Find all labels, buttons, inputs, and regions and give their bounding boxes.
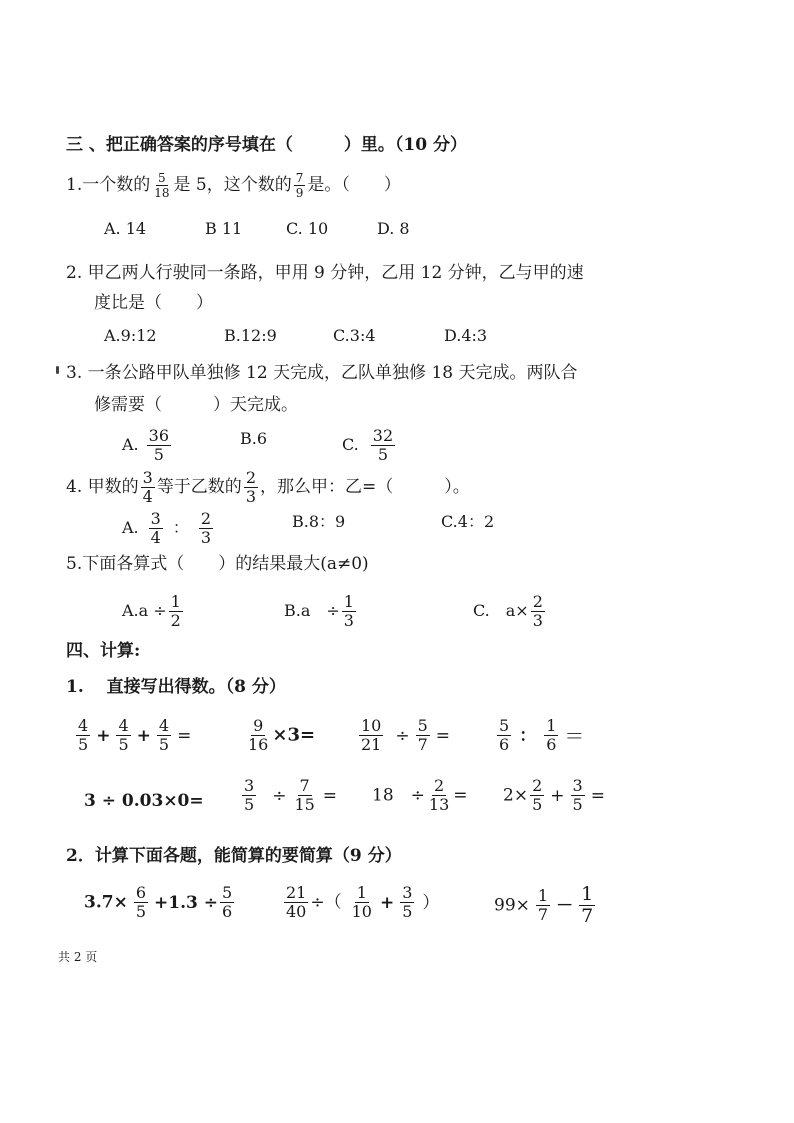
q5-option-a: A.a ÷ $\frac{1}{2}$ <box>122 592 181 630</box>
q3-option-b: B.6 <box>240 429 268 448</box>
fraction: $\frac{6}{5}$ <box>135 883 147 921</box>
fraction: $\frac{3}{5}$ <box>572 776 583 814</box>
fraction: $\frac{1}{7}$ <box>537 886 549 924</box>
q5-option-b: B.a ÷ $\frac{1}{3}$ <box>284 592 354 630</box>
q4-option-a: A. $\frac{3}{4}$ ： $\frac{2}{3}$ <box>122 509 212 547</box>
smudge-mark <box>56 366 59 374</box>
q1-option-c: C. 10 <box>286 219 329 238</box>
q1-option-b: B 11 <box>205 219 243 238</box>
q3-option-c: C. $\frac{32}{5}$ <box>342 426 394 464</box>
fraction: $\frac{1}{3}$ <box>343 592 354 630</box>
fraction: $\frac{2}{3}$ <box>200 509 212 547</box>
q2-option-d: D.4:3 <box>444 326 488 345</box>
q3-line2: 修需要（ ）天完成。 <box>94 395 298 415</box>
page-number: 共 2 页 <box>58 950 98 964</box>
fraction: $\frac{3}{5}$ <box>244 776 255 814</box>
q5-option-c: C. a× $\frac{2}{3}$ <box>473 592 543 630</box>
fraction: $\frac{7}{15}$ <box>294 776 315 814</box>
calc-r2c1: 3 ÷ 0.03×0= <box>84 791 204 811</box>
part2-title: 2．计算下面各题，能简算的要简算（9 分） <box>66 846 402 866</box>
calc2-e2: $\frac{21}{40}$ ÷（ $\frac{1}{10}$ + $\frac{3}{5}$ ） <box>286 883 440 921</box>
section3-title: 三 、把正确答案的序号填在（ ）里。（10 分） <box>66 135 467 155</box>
fraction: $\frac{1}{6}$ <box>546 716 557 754</box>
fraction: $\frac{1}{7}$ <box>581 883 594 927</box>
fraction: $\frac{3}{4}$ <box>142 468 153 506</box>
q2-line1: 2. 甲乙两人行驶同一条路，甲用 9 分钟，乙用 12 分钟，乙与甲的速 <box>66 263 584 283</box>
fraction: $\frac{1}{10}$ <box>351 883 372 921</box>
fraction: $\frac{9}{16}$ <box>248 716 269 754</box>
calc2-e3: 99× $\frac{1}{7}$ － $\frac{1}{7}$ <box>494 883 594 927</box>
fraction: $\frac{5}{18}$ <box>154 171 170 200</box>
calc-r1c3: $\frac{10}{21}$ ÷ $\frac{5}{7}$ = <box>361 716 451 754</box>
q2-option-a: A.9:12 <box>104 326 157 345</box>
fraction: $\frac{7}{9}$ <box>295 171 304 200</box>
q1-stem: 1.一个数的 $\frac{5}{18}$ 是 5，这个数的 $\frac{7}{9}$ 是。（ ） <box>66 171 401 200</box>
fraction: $\frac{4}{5}$ <box>118 716 129 754</box>
calc-r2c4: 2× $\frac{2}{5}$ + $\frac{3}{5}$ = <box>503 776 605 814</box>
section4-title: 四、计算: <box>66 641 141 661</box>
q2-option-b: B.12:9 <box>224 326 277 345</box>
q4-option-c: C.4：2 <box>441 512 495 531</box>
fraction: $\frac{2}{5}$ <box>532 776 543 814</box>
fraction: $\frac{3}{4}$ <box>150 509 161 547</box>
fraction: $\frac{32}{5}$ <box>372 426 394 464</box>
fraction: $\frac{2}{3}$ <box>532 592 543 630</box>
fraction: $\frac{2}{3}$ <box>245 468 256 506</box>
fraction: $\frac{4}{5}$ <box>158 716 170 754</box>
q2-line2: 度比是（ ） <box>94 293 213 313</box>
q3-option-a: A. $\frac{36}{5}$ <box>122 426 169 464</box>
calc-r1c4: $\frac{5}{6}$ ： $\frac{1}{6}$ ＝ <box>499 716 585 754</box>
fraction: $\frac{10}{21}$ <box>361 716 382 754</box>
calc-r1c1: $\frac{4}{5}$ + $\frac{4}{5}$ + $\frac{4}{5}$ = <box>78 716 192 754</box>
q1-option-d: D. 8 <box>377 219 410 238</box>
fraction: $\frac{5}{7}$ <box>417 716 428 754</box>
q5-stem: 5.下面各算式（ ）的结果最大(a≠0) <box>66 554 369 574</box>
fraction: $\frac{1}{2}$ <box>170 592 181 630</box>
q3-line1: 3. 一条公路甲队单独修 12 天完成，乙队单独修 18 天完成。两队合 <box>66 363 578 383</box>
calc-r1c2: $\frac{9}{16}$ ×3= <box>248 716 316 754</box>
q4-stem: 4. 甲数的 $\frac{3}{4}$ 等于乙数的 $\frac{2}{3}$ ，那么甲：乙=（ ）。 <box>66 468 470 506</box>
fraction: $\frac{3}{5}$ <box>402 883 413 921</box>
fraction: $\frac{21}{40}$ <box>286 883 307 921</box>
fraction: $\frac{5}{6}$ <box>499 716 510 754</box>
fraction: $\frac{5}{6}$ <box>222 883 233 921</box>
q2-option-c: C.3:4 <box>333 326 376 345</box>
part1-title: 1. 直接写出得数。（8 分） <box>66 677 286 697</box>
fraction: $\frac{4}{5}$ <box>78 716 89 754</box>
calc2-e1: 3.7× $\frac{6}{5}$ +1.3 ÷ $\frac{5}{6}$ <box>84 883 233 921</box>
q1-option-a: A. 14 <box>104 219 147 238</box>
fraction: $\frac{2}{13}$ <box>428 776 450 814</box>
calc-r2c2: $\frac{3}{5}$ ÷ $\frac{7}{15}$ = <box>244 776 338 814</box>
q4-option-b: B.8：9 <box>292 512 346 531</box>
fraction: $\frac{36}{5}$ <box>148 426 169 464</box>
calc-r2c3: 18 ÷ $\frac{2}{13}$ = <box>372 776 468 814</box>
